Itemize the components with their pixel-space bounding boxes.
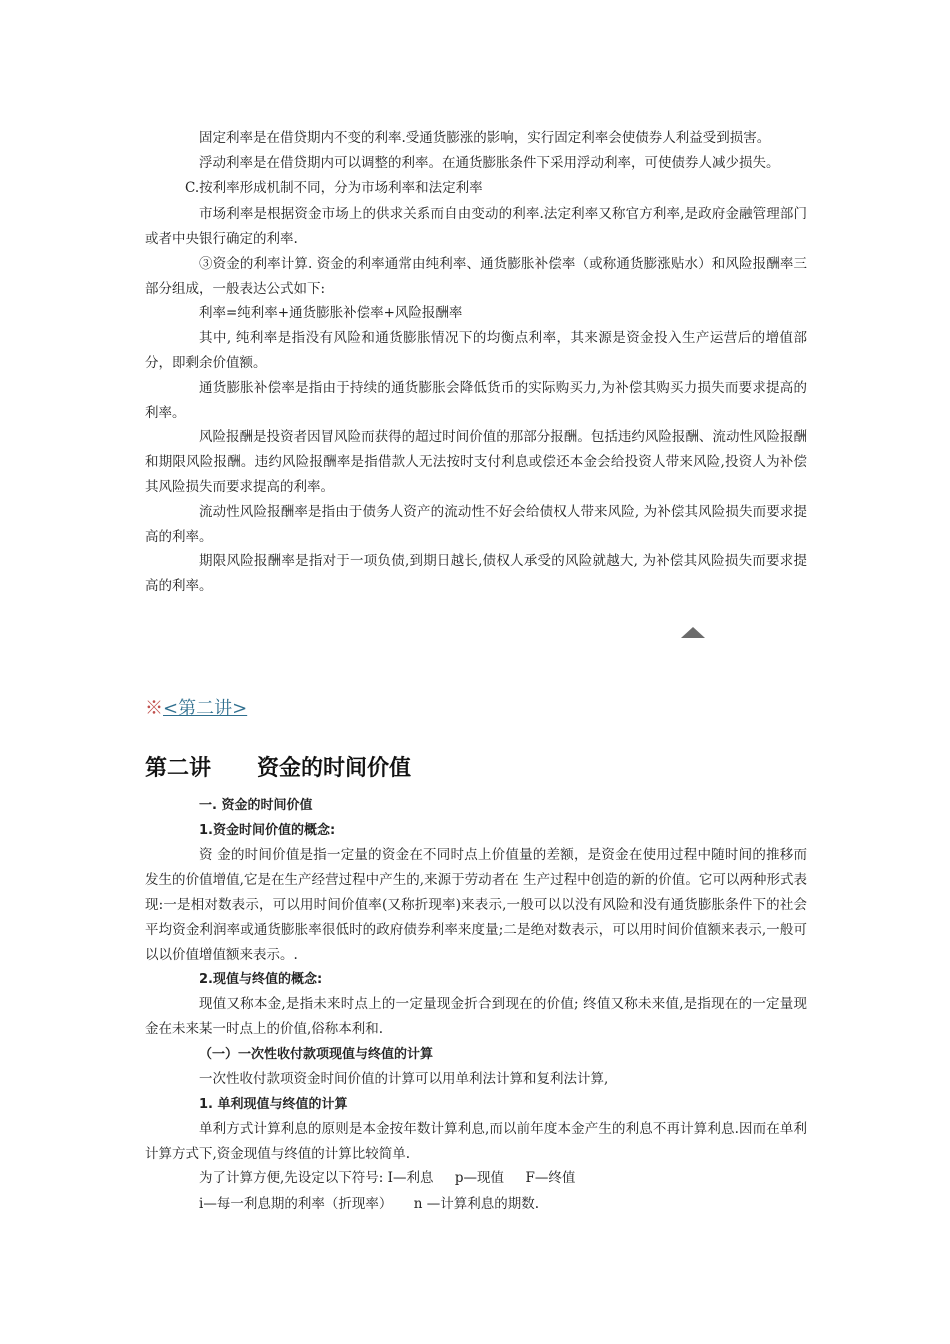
- heading-present-future-value: 2.现值与终值的概念:: [199, 972, 323, 987]
- paragraph-market-rate: 市场利率是根据资金市场上的供求关系而自由变动的利率.法定利率又称官方利率,是政府金融管理部门或者中央银行确定的利率.: [145, 206, 807, 247]
- paragraph-inflation-compensation: 通货膨胀补偿率是指由于持续的通货膨胀会降低货币的实际购买力,为补偿其购买力损失而要求提高的利率。: [145, 380, 807, 421]
- paragraph-time-value-definition: 资 金的时间价值是指一定量的资金在不同时点上价值量的差额，是资金在使用过程中随时间的推移而发生的价值增值,它是在生产经营过程中产生的,来源于劳动者在 生产过程中创造的新的价值。它可以两种形式表现:一是相对数表示，可以用时间价值率(又称折现率)来表示,一般可以以没有风险和没有通货膨胀条件下的社会 平均资金利润率或通货膨胀率很低时的政府债券利率来度量;二是绝对数表示，可以用时间价值额来表示,一般可以以价值增值额来表示。.: [145, 847, 807, 963]
- paragraph-rate-formula: 利率=纯利率+通货膨胀补偿率+风险报酬率: [199, 305, 463, 321]
- paragraph-present-future-definition: 现值又称本金,是指未来时点上的一定量现金折合到现在的价值; 终值又称未来值,是指现在的一定量现金在未来某一时点上的价值,俗称本利和.: [145, 996, 807, 1037]
- paragraph-liquidity-risk: 流动性风险报酬率是指由于债务人资产的流动性不好会给债权人带来风险, 为补偿其风险损失而要求提高的利率。: [145, 504, 807, 545]
- paragraph-floating-rate: 浮动利率是在借贷期内可以调整的利率。在通货膨胀条件下采用浮动利率，可使债券人减少损失。: [199, 155, 780, 171]
- section-title: 第二讲 资金的时间价值: [145, 756, 411, 781]
- paragraph-lump-sum: 一次性收付款项资金时间价值的计算可以用单利法计算和复利法计算,: [199, 1071, 609, 1087]
- heading-time-value-concept: 1.资金时间价值的概念:: [199, 823, 336, 838]
- lecture-nav: [145, 696, 247, 722]
- paragraph-symbols-1: 为了计算方便,先设定以下符号: I—利息 p—现值 F—终值: [199, 1170, 576, 1186]
- reference-mark: ※: [145, 698, 163, 719]
- lecture-two-link[interactable]: <第二讲>: [163, 698, 248, 719]
- paragraph-fixed-rate: 固定利率是在借贷期内不变的利率.受通货膨涨的影响，实行固定利率会使债券人利益受到损害。: [199, 130, 771, 146]
- paragraph-rate-calculation: ③资金的利率计算. 资金的利率通常由纯利率、通货膨胀补偿率（或称通货膨涨贴水）和风险报酬率三部分组成，一般表达公式如下:: [145, 256, 807, 297]
- heading-time-value: 一. 资金的时间价值: [199, 798, 313, 813]
- paragraph-risk-premium: 风险报酬是投资者因冒风险而获得的超过时间价值的那部分报酬。包括违约风险报酬、流动性风险报酬和期限风险报酬。违约风险报酬率是指借款人无法按时支付利息或偿还本金会给投资人带来风险,投资人为补偿其风险损失而要求提高的利率。: [145, 429, 807, 495]
- triangle-up-icon[interactable]: [681, 627, 705, 638]
- paragraph-simple-interest: 单利方式计算利息的原则是本金按年数计算利息,而以前年度本金产生的利息不再计算利息.因而在单利计算方式下,资金现值与终值的计算比较简单.: [145, 1121, 807, 1162]
- paragraph-symbols-2: i—每一利息期的利率（折现率） n —计算利息的期数.: [199, 1196, 540, 1212]
- paragraph-rate-mechanism: C.按利率形成机制不同，分为市场利率和法定利率: [185, 180, 483, 196]
- heading-lump-sum: （一）一次性收付款项现值与终值的计算: [199, 1047, 434, 1062]
- paragraph-maturity-risk: 期限风险报酬率是指对于一项负债,到期日越长,债权人承受的风险就越大, 为补偿其风险损失而要求提高的利率。: [145, 553, 807, 594]
- paragraph-pure-rate: 其中, 纯利率是指没有风险和通货膨胀情况下的均衡点利率，其来源是资金投入生产运营后的增值部分，即剩余价值额。: [145, 330, 807, 371]
- heading-simple-interest: 1. 单利现值与终值的计算: [199, 1097, 348, 1112]
